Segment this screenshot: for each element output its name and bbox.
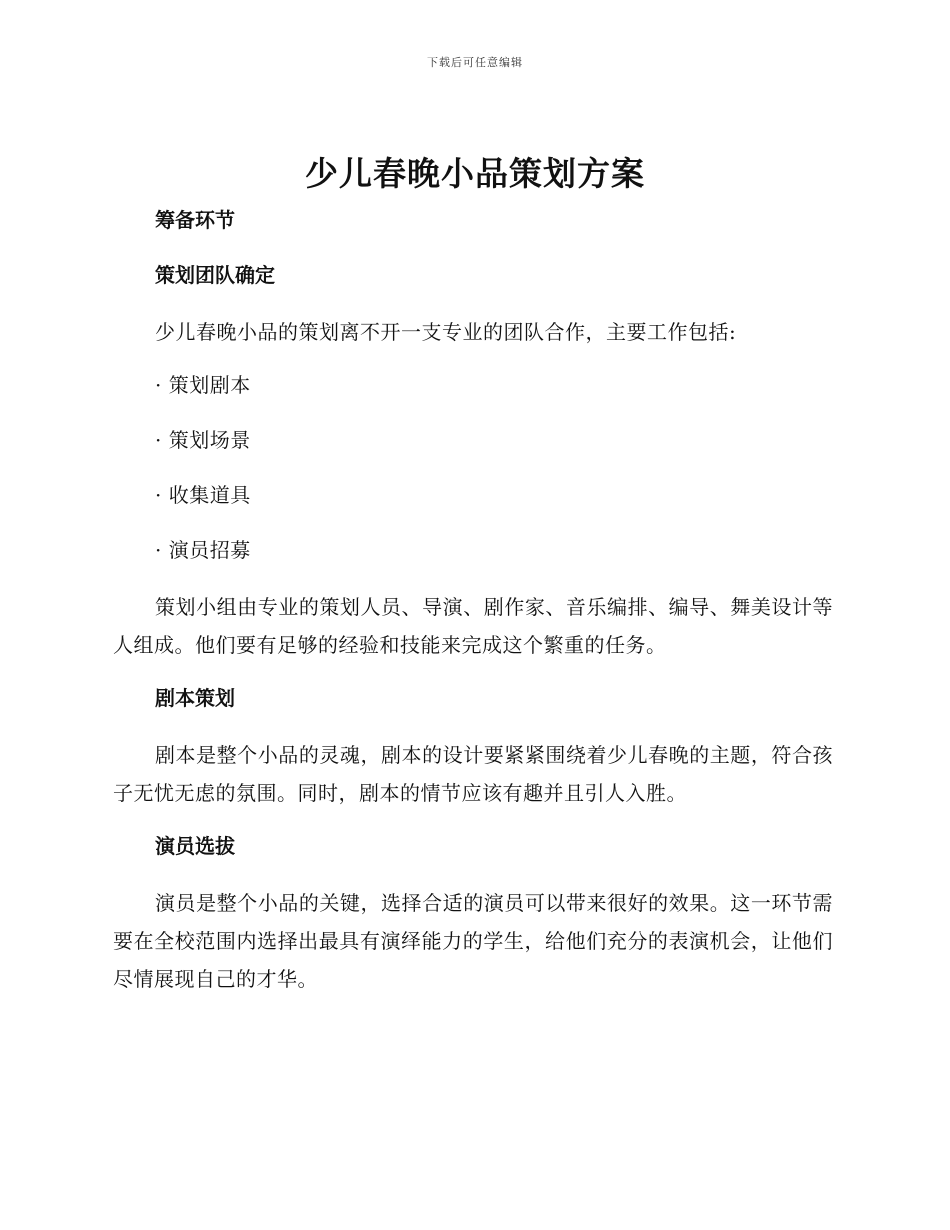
subheading-team: 策划团队确定 (155, 263, 275, 287)
section-heading-preparation: 筹备环节 (155, 208, 235, 232)
list-item-casting: · 演员招募 (155, 538, 251, 562)
list-item-scene: · 策划场景 (155, 428, 251, 452)
document-title: 少儿春晚小品策划方案 (305, 154, 645, 193)
list-item-script: · 策划剧本 (155, 373, 251, 397)
team-description-paragraph: 策划小组由专业的策划人员、导演、剧作家、音乐编排、编导、舞美设计等人组成。他们要有足够的经验和技能来完成这个繁重的任务。 (113, 595, 833, 657)
casting-paragraph: 演员是整个小品的关键，选择合适的演员可以带来很好的效果。这一环节需要在全校范围内选择出最具有演绎能力的学生，给他们充分的表演机会，让他们尽情展现自己的才华。 (113, 891, 833, 991)
team-intro-paragraph: 少儿春晚小品的策划离不开一支专业的团队合作，主要工作包括: (155, 320, 737, 344)
page-header: 下载后可任意编辑 (427, 56, 523, 69)
script-paragraph: 剧本是整个小品的灵魂，剧本的设计要紧紧围绕着少儿春晚的主题，符合孩子无忧无虑的氛围。同时，剧本的情节应该有趣并且引人入胜。 (113, 743, 833, 805)
list-item-props: · 收集道具 (155, 483, 251, 507)
subheading-script-planning: 剧本策划 (155, 686, 235, 710)
subheading-actor-selection: 演员选拔 (155, 834, 235, 858)
document-body (113, 203, 833, 1015)
